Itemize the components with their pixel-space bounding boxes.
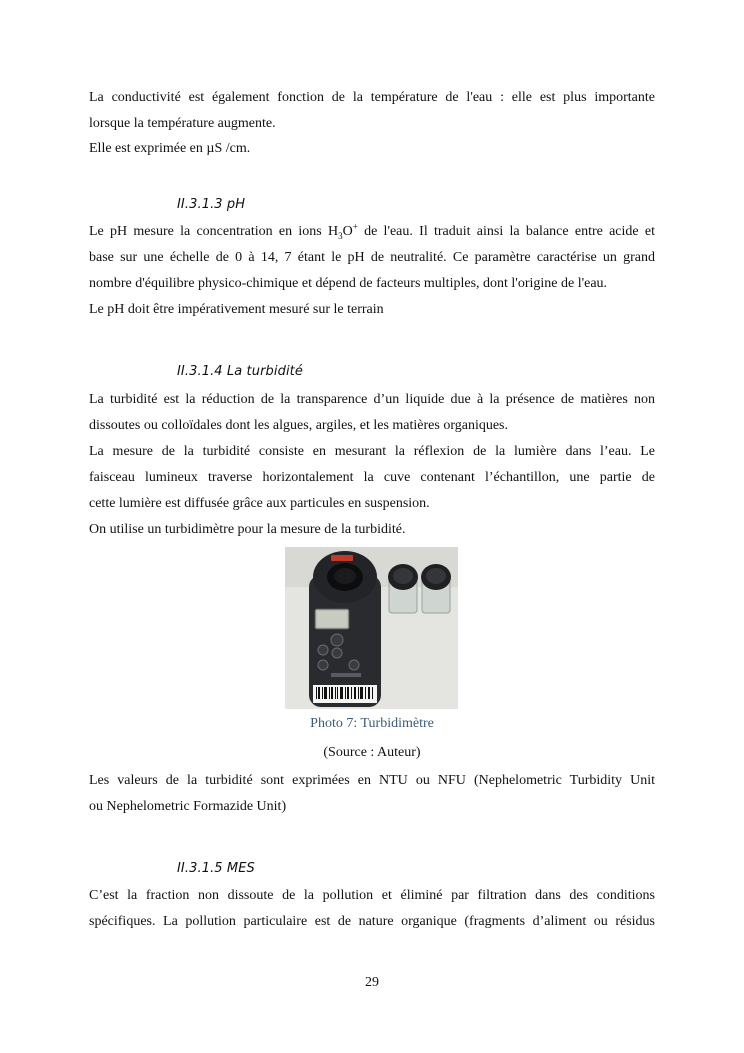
heading-ph: II.3.1.3 pH [177,197,246,212]
turbidity-line-5: cette lumière est diffusée grâce aux particules en suspension. [89,496,430,511]
conductivity-line-1: La conductivité est également fonction de la température de l'eau : elle est plus importante [89,90,655,105]
turbidity-line-1: La turbidité est la réduction de la transparence d’un liquide due à la présence de matières non [89,392,655,407]
turbidity-line-3: La mesure de la turbidité consiste en mesurant la réflexion de la lumière dans l’eau. Le [89,444,655,459]
conductivity-line-2: lorsque la température augmente. [89,116,276,131]
page-number: 29 [365,975,379,990]
vial-left-icon [388,564,418,613]
ph-line-1: Le pH mesure la concentration en ions $H_3O^+$ de l'eau. Il traduit ainsi la balance entre acide et [89,221,655,241]
mes-line-2: spécifiques. La pollution particulaire est de nature organique (fragments d’aliment ou résidus [89,914,655,929]
photo-source: (Source : Auteur) [323,745,421,760]
mes-line-1: C’est la fraction non dissoute de la pollution et éliminé par filtration dans des conditions [89,888,655,903]
turbidity-line-6: On utilise un turbidimètre pour la mesure de la turbidité. [89,522,406,537]
turbidimeter-photo [285,547,458,709]
ph-line-4: Le pH doit être impérativement mesuré sur le terrain [89,302,384,317]
turbidity-line-4: faisceau lumineux traverse horizontalement la cuve contenant l’échantillon, une partie de [89,470,655,485]
photo-caption: Photo 7: Turbidimètre [310,716,434,731]
conductivity-line-3: Elle est exprimée en µS /cm. [89,141,251,156]
ph-line-2: base sur une échelle de 0 à 14, 7 étant le pH de neutralité. Ce paramètre caractérise un grand [89,250,655,265]
heading-turbidity: II.3.1.4 La turbidité [177,364,303,379]
heading-mes: II.3.1.5 MES [177,861,255,876]
turbidity-line-2: dissoutes ou colloïdales dont les algues, argiles, et les matières organiques. [89,418,509,433]
turbidity-units-line-2: ou Nephelometric Formazide Unit) [89,799,287,814]
turbidimeter-device [309,551,381,707]
turbidity-units-line-1: Les valeurs de la turbidité sont exprimées en NTU ou NFU (Nephelometric Turbidity Unit [89,773,655,788]
vial-right-icon [421,564,451,613]
ph-line-3: nombre d'équilibre physico-chimique et dépend de facteurs multiples, dont l'origine de l'eau. [89,276,608,291]
